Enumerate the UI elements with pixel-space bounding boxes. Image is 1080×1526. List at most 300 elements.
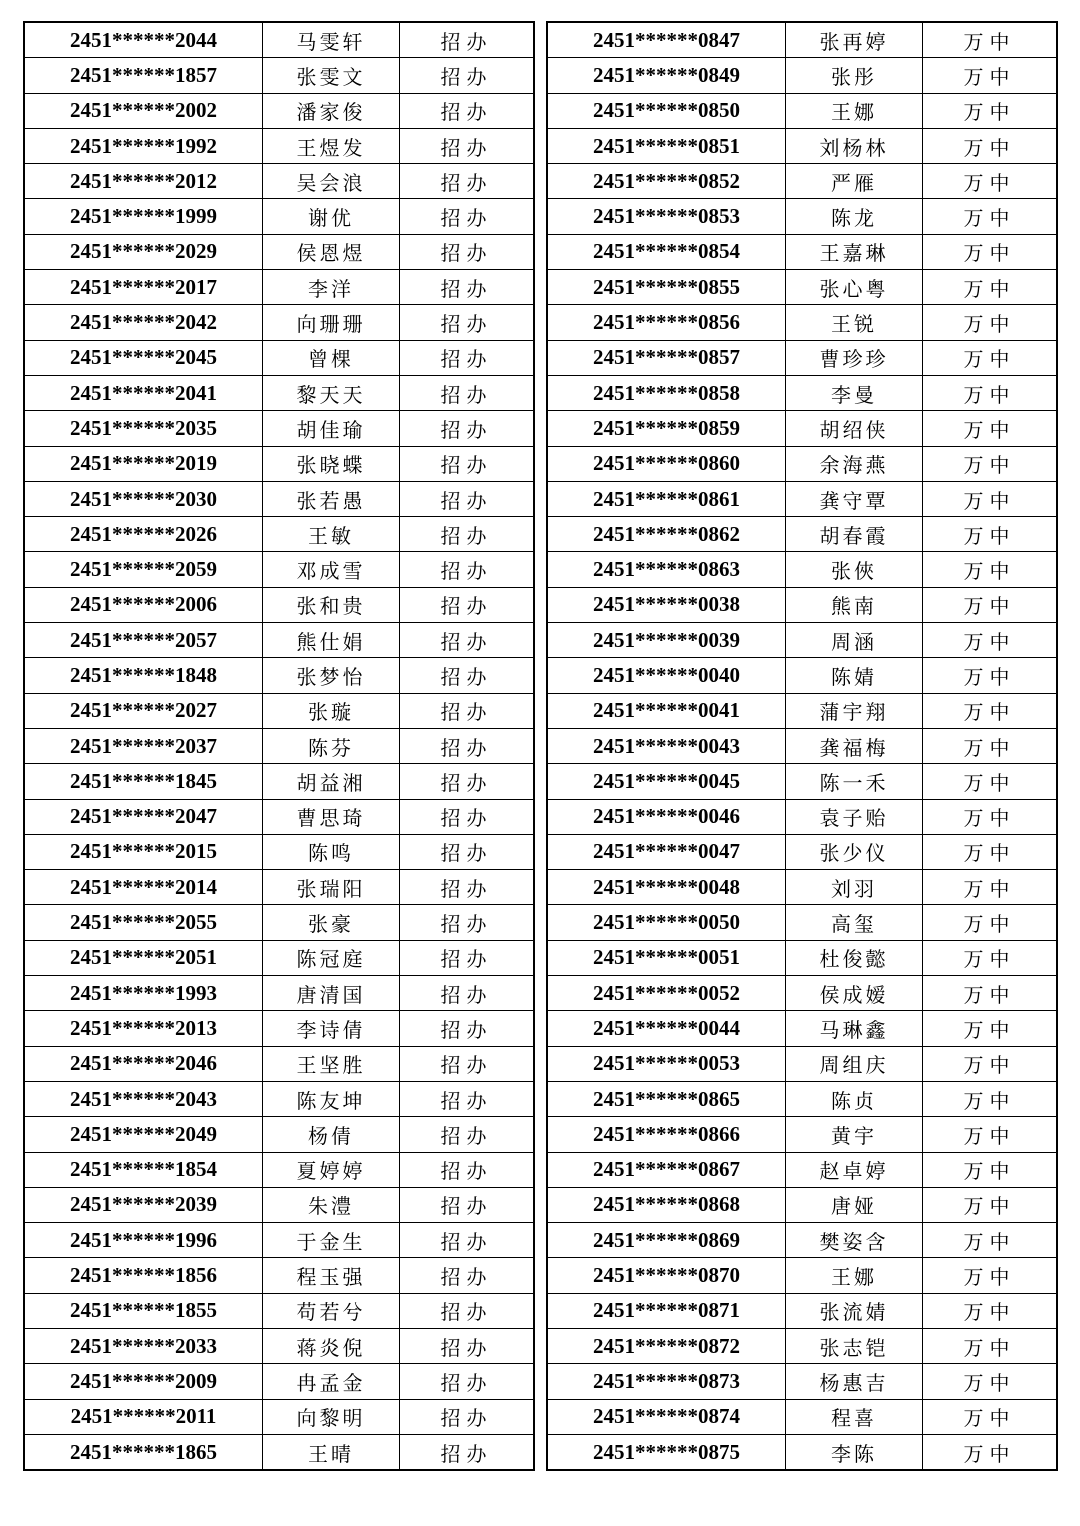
table-row <box>547 1364 1057 1399</box>
table-row <box>547 234 1057 269</box>
table-row <box>24 22 534 58</box>
name-cell: 陈鸣 <box>263 834 400 869</box>
unit-cell: 万中 <box>923 270 1058 305</box>
id-number-cell: 2451******0849 <box>547 58 786 93</box>
id-number-cell: 2451******2044 <box>24 22 263 58</box>
table-row <box>24 340 534 375</box>
unit-cell: 招办 <box>400 587 535 622</box>
id-number-cell: 2451******0855 <box>547 270 786 305</box>
name-cell: 唐娅 <box>786 1187 923 1222</box>
name-cell: 曾棵 <box>263 340 400 375</box>
table-row <box>24 799 534 834</box>
name-cell: 张梦怡 <box>263 658 400 693</box>
id-number-cell: 2451******2002 <box>24 93 263 128</box>
unit-cell: 万中 <box>923 199 1058 234</box>
unit-cell: 万中 <box>923 1011 1058 1046</box>
unit-cell: 招办 <box>400 940 535 975</box>
name-cell: 张心粤 <box>786 270 923 305</box>
table-row <box>547 728 1057 763</box>
name-cell: 马琳鑫 <box>786 1011 923 1046</box>
unit-cell: 万中 <box>923 764 1058 799</box>
unit-cell: 万中 <box>923 58 1058 93</box>
unit-cell: 万中 <box>923 976 1058 1011</box>
name-cell: 程玉强 <box>263 1258 400 1293</box>
table-row <box>547 764 1057 799</box>
id-number-cell: 2451******1856 <box>24 1258 263 1293</box>
table-row <box>547 411 1057 446</box>
unit-cell: 招办 <box>400 799 535 834</box>
id-number-cell: 2451******1999 <box>24 199 263 234</box>
id-number-cell: 2451******0851 <box>547 128 786 163</box>
name-cell: 向珊珊 <box>263 305 400 340</box>
unit-cell: 招办 <box>400 1152 535 1187</box>
unit-cell: 招办 <box>400 1293 535 1328</box>
table-row <box>547 1117 1057 1152</box>
table-row <box>24 1011 534 1046</box>
name-cell: 周组庆 <box>786 1046 923 1081</box>
id-number-cell: 2451******2012 <box>24 164 263 199</box>
table-row <box>24 517 534 552</box>
unit-cell: 万中 <box>923 340 1058 375</box>
id-number-cell: 2451******2051 <box>24 940 263 975</box>
unit-cell: 招办 <box>400 623 535 658</box>
unit-cell: 招办 <box>400 764 535 799</box>
table-row <box>24 305 534 340</box>
table-row <box>24 411 534 446</box>
table-row <box>24 870 534 905</box>
table-row <box>24 1328 534 1363</box>
unit-cell: 招办 <box>400 1081 535 1116</box>
unit-cell: 万中 <box>923 1258 1058 1293</box>
id-number-cell: 2451******0856 <box>547 305 786 340</box>
table-row <box>24 1187 534 1222</box>
unit-cell: 万中 <box>923 905 1058 940</box>
id-number-cell: 2451******0847 <box>547 22 786 58</box>
unit-cell: 万中 <box>923 728 1058 763</box>
id-number-cell: 2451******1857 <box>24 58 263 93</box>
id-number-cell: 2451******0038 <box>547 587 786 622</box>
id-number-cell: 2451******0858 <box>547 375 786 410</box>
id-number-cell: 2451******0859 <box>547 411 786 446</box>
name-cell: 邓成雪 <box>263 552 400 587</box>
table-row <box>24 658 534 693</box>
name-cell: 蒲宇翔 <box>786 693 923 728</box>
unit-cell: 万中 <box>923 940 1058 975</box>
unit-cell: 招办 <box>400 976 535 1011</box>
table-row <box>24 128 534 163</box>
table-row <box>547 446 1057 481</box>
name-cell: 王坚胜 <box>263 1046 400 1081</box>
roster-body-right <box>547 22 1057 1470</box>
name-cell: 王煜发 <box>263 128 400 163</box>
table-row <box>547 552 1057 587</box>
name-cell: 刘羽 <box>786 870 923 905</box>
name-cell: 陈婧 <box>786 658 923 693</box>
name-cell: 张彤 <box>786 58 923 93</box>
unit-cell: 招办 <box>400 1187 535 1222</box>
table-row <box>547 1152 1057 1187</box>
id-number-cell: 2451******0866 <box>547 1117 786 1152</box>
unit-cell: 万中 <box>923 1152 1058 1187</box>
id-number-cell: 2451******2006 <box>24 587 263 622</box>
table-row <box>547 305 1057 340</box>
id-number-cell: 2451******2017 <box>24 270 263 305</box>
unit-cell: 招办 <box>400 870 535 905</box>
table-row <box>24 623 534 658</box>
table-row <box>24 270 534 305</box>
id-number-cell: 2451******1855 <box>24 1293 263 1328</box>
name-cell: 王嘉琳 <box>786 234 923 269</box>
name-cell: 杨倩 <box>263 1117 400 1152</box>
table-row <box>547 834 1057 869</box>
name-cell: 陈龙 <box>786 199 923 234</box>
unit-cell: 招办 <box>400 234 535 269</box>
unit-cell: 招办 <box>400 22 535 58</box>
name-cell: 朱澧 <box>263 1187 400 1222</box>
name-cell: 黎天天 <box>263 375 400 410</box>
id-number-cell: 2451******0865 <box>547 1081 786 1116</box>
table-row <box>24 375 534 410</box>
name-cell: 苟若兮 <box>263 1293 400 1328</box>
unit-cell: 万中 <box>923 1223 1058 1258</box>
unit-cell: 万中 <box>923 305 1058 340</box>
unit-cell: 万中 <box>923 623 1058 658</box>
id-number-cell: 2451******1845 <box>24 764 263 799</box>
id-number-cell: 2451******2046 <box>24 1046 263 1081</box>
table-row <box>547 1011 1057 1046</box>
id-number-cell: 2451******1993 <box>24 976 263 1011</box>
name-cell: 张璇 <box>263 693 400 728</box>
name-cell: 熊仕娟 <box>263 623 400 658</box>
table-row <box>547 905 1057 940</box>
name-cell: 陈贞 <box>786 1081 923 1116</box>
id-number-cell: 2451******0047 <box>547 834 786 869</box>
name-cell: 严雁 <box>786 164 923 199</box>
name-cell: 陈一禾 <box>786 764 923 799</box>
id-number-cell: 2451******2027 <box>24 693 263 728</box>
id-number-cell: 2451******2014 <box>24 870 263 905</box>
unit-cell: 招办 <box>400 93 535 128</box>
name-cell: 王晴 <box>263 1434 400 1470</box>
name-cell: 熊南 <box>786 587 923 622</box>
unit-cell: 招办 <box>400 1364 535 1399</box>
name-cell: 余海燕 <box>786 446 923 481</box>
id-number-cell: 2451******2015 <box>24 834 263 869</box>
id-number-cell: 2451******1992 <box>24 128 263 163</box>
table-row <box>547 93 1057 128</box>
id-number-cell: 2451******2026 <box>24 517 263 552</box>
name-cell: 张少仪 <box>786 834 923 869</box>
unit-cell: 万中 <box>923 517 1058 552</box>
unit-cell: 招办 <box>400 481 535 516</box>
unit-cell: 招办 <box>400 517 535 552</box>
id-number-cell: 2451******2011 <box>24 1399 263 1434</box>
unit-cell: 万中 <box>923 93 1058 128</box>
unit-cell: 招办 <box>400 375 535 410</box>
table-row <box>547 870 1057 905</box>
table-row <box>547 623 1057 658</box>
id-number-cell: 2451******0875 <box>547 1434 786 1470</box>
unit-cell: 招办 <box>400 411 535 446</box>
id-number-cell: 2451******2030 <box>24 481 263 516</box>
table-row <box>547 658 1057 693</box>
table-row <box>547 1081 1057 1116</box>
table-row <box>547 340 1057 375</box>
id-number-cell: 2451******0050 <box>547 905 786 940</box>
id-number-cell: 2451******0867 <box>547 1152 786 1187</box>
name-cell: 张和贵 <box>263 587 400 622</box>
table-row <box>24 164 534 199</box>
id-number-cell: 2451******0863 <box>547 552 786 587</box>
id-number-cell: 2451******2037 <box>24 728 263 763</box>
name-cell: 胡绍侠 <box>786 411 923 446</box>
id-number-cell: 2451******1996 <box>24 1223 263 1258</box>
id-number-cell: 2451******2039 <box>24 1187 263 1222</box>
id-number-cell: 2451******0872 <box>547 1328 786 1363</box>
id-number-cell: 2451******0039 <box>547 623 786 658</box>
unit-cell: 万中 <box>923 693 1058 728</box>
id-number-cell: 2451******2055 <box>24 905 263 940</box>
name-cell: 冉孟金 <box>263 1364 400 1399</box>
unit-cell: 招办 <box>400 1046 535 1081</box>
name-cell: 陈冠庭 <box>263 940 400 975</box>
id-number-cell: 2451******2049 <box>24 1117 263 1152</box>
name-cell: 赵卓婷 <box>786 1152 923 1187</box>
name-cell: 程喜 <box>786 1399 923 1434</box>
roster-table-left <box>23 21 535 1471</box>
id-number-cell: 2451******0053 <box>547 1046 786 1081</box>
unit-cell: 招办 <box>400 340 535 375</box>
id-number-cell: 2451******2019 <box>24 446 263 481</box>
id-number-cell: 2451******0850 <box>547 93 786 128</box>
id-number-cell: 2451******0862 <box>547 517 786 552</box>
unit-cell: 万中 <box>923 658 1058 693</box>
id-number-cell: 2451******0852 <box>547 164 786 199</box>
name-cell: 胡益湘 <box>263 764 400 799</box>
id-number-cell: 2451******2057 <box>24 623 263 658</box>
name-cell: 李陈 <box>786 1434 923 1470</box>
table-row <box>24 1364 534 1399</box>
name-cell: 李曼 <box>786 375 923 410</box>
id-number-cell: 2451******2009 <box>24 1364 263 1399</box>
table-row <box>547 517 1057 552</box>
table-row <box>24 693 534 728</box>
unit-cell: 招办 <box>400 552 535 587</box>
unit-cell: 招办 <box>400 199 535 234</box>
table-row <box>547 199 1057 234</box>
name-cell: 袁子贻 <box>786 799 923 834</box>
name-cell: 龚福梅 <box>786 728 923 763</box>
id-number-cell: 2451******2013 <box>24 1011 263 1046</box>
table-row <box>547 1187 1057 1222</box>
name-cell: 于金生 <box>263 1223 400 1258</box>
unit-cell: 招办 <box>400 164 535 199</box>
id-number-cell: 2451******2041 <box>24 375 263 410</box>
name-cell: 高玺 <box>786 905 923 940</box>
name-cell: 马雯轩 <box>263 22 400 58</box>
id-number-cell: 2451******2043 <box>24 1081 263 1116</box>
roster-body-left <box>24 22 534 1470</box>
unit-cell: 万中 <box>923 834 1058 869</box>
unit-cell: 招办 <box>400 1011 535 1046</box>
unit-cell: 招办 <box>400 1434 535 1470</box>
name-cell: 张晓蝶 <box>263 446 400 481</box>
table-row <box>24 1223 534 1258</box>
name-cell: 唐清国 <box>263 976 400 1011</box>
id-number-cell: 2451******2033 <box>24 1328 263 1363</box>
unit-cell: 招办 <box>400 1223 535 1258</box>
id-number-cell: 2451******0041 <box>547 693 786 728</box>
name-cell: 杜俊懿 <box>786 940 923 975</box>
table-row <box>24 1293 534 1328</box>
unit-cell: 万中 <box>923 1364 1058 1399</box>
table-row <box>547 976 1057 1011</box>
name-cell: 胡春霞 <box>786 517 923 552</box>
id-number-cell: 2451******0046 <box>547 799 786 834</box>
name-cell: 王锐 <box>786 305 923 340</box>
unit-cell: 招办 <box>400 128 535 163</box>
id-number-cell: 2451******0857 <box>547 340 786 375</box>
table-row <box>547 22 1057 58</box>
id-number-cell: 2451******0051 <box>547 940 786 975</box>
id-number-cell: 2451******0873 <box>547 1364 786 1399</box>
id-number-cell: 2451******0043 <box>547 728 786 763</box>
id-number-cell: 2451******0869 <box>547 1223 786 1258</box>
id-number-cell: 2451******0853 <box>547 199 786 234</box>
table-row <box>24 587 534 622</box>
id-number-cell: 2451******0868 <box>547 1187 786 1222</box>
name-cell: 刘杨林 <box>786 128 923 163</box>
name-cell: 黄宇 <box>786 1117 923 1152</box>
id-number-cell: 2451******1865 <box>24 1434 263 1470</box>
id-number-cell: 2451******0861 <box>547 481 786 516</box>
unit-cell: 招办 <box>400 270 535 305</box>
name-cell: 张瑞阳 <box>263 870 400 905</box>
table-row <box>547 58 1057 93</box>
table-row <box>547 128 1057 163</box>
table-row <box>24 940 534 975</box>
name-cell: 侯恩煜 <box>263 234 400 269</box>
unit-cell: 万中 <box>923 411 1058 446</box>
name-cell: 谢优 <box>263 199 400 234</box>
table-row <box>24 1399 534 1434</box>
name-cell: 胡佳瑜 <box>263 411 400 446</box>
unit-cell: 万中 <box>923 234 1058 269</box>
unit-cell: 万中 <box>923 799 1058 834</box>
id-number-cell: 2451******1854 <box>24 1152 263 1187</box>
id-number-cell: 2451******0045 <box>547 764 786 799</box>
table-row <box>24 1152 534 1187</box>
table-row <box>24 1046 534 1081</box>
table-row <box>547 481 1057 516</box>
unit-cell: 招办 <box>400 58 535 93</box>
table-row <box>547 1223 1057 1258</box>
name-cell: 陈芬 <box>263 728 400 763</box>
table-row <box>24 93 534 128</box>
unit-cell: 招办 <box>400 834 535 869</box>
id-number-cell: 2451******0871 <box>547 1293 786 1328</box>
name-cell: 曹珍珍 <box>786 340 923 375</box>
unit-cell: 招办 <box>400 658 535 693</box>
id-number-cell: 2451******2059 <box>24 552 263 587</box>
name-cell: 向黎明 <box>263 1399 400 1434</box>
unit-cell: 招办 <box>400 905 535 940</box>
unit-cell: 万中 <box>923 22 1058 58</box>
name-cell: 张豪 <box>263 905 400 940</box>
id-number-cell: 2451******0052 <box>547 976 786 1011</box>
name-cell: 王娜 <box>786 1258 923 1293</box>
id-number-cell: 2451******0870 <box>547 1258 786 1293</box>
unit-cell: 万中 <box>923 1293 1058 1328</box>
id-number-cell: 2451******2029 <box>24 234 263 269</box>
unit-cell: 招办 <box>400 1328 535 1363</box>
table-row <box>547 1434 1057 1470</box>
unit-cell: 万中 <box>923 1081 1058 1116</box>
name-cell: 陈友坤 <box>263 1081 400 1116</box>
unit-cell: 招办 <box>400 446 535 481</box>
name-cell: 曹思琦 <box>263 799 400 834</box>
table-row <box>24 1117 534 1152</box>
unit-cell: 万中 <box>923 446 1058 481</box>
table-row <box>547 270 1057 305</box>
name-cell: 张再婷 <box>786 22 923 58</box>
unit-cell: 万中 <box>923 587 1058 622</box>
table-row <box>547 799 1057 834</box>
name-cell: 张雯文 <box>263 58 400 93</box>
table-row <box>24 1258 534 1293</box>
unit-cell: 万中 <box>923 1187 1058 1222</box>
unit-cell: 招办 <box>400 1117 535 1152</box>
unit-cell: 万中 <box>923 552 1058 587</box>
table-row <box>547 164 1057 199</box>
name-cell: 侯成嫒 <box>786 976 923 1011</box>
roster-table-right <box>546 21 1058 1471</box>
name-cell: 张俠 <box>786 552 923 587</box>
id-number-cell: 2451******0854 <box>547 234 786 269</box>
name-cell: 张志铠 <box>786 1328 923 1363</box>
unit-cell: 招办 <box>400 693 535 728</box>
name-cell: 蒋炎倪 <box>263 1328 400 1363</box>
unit-cell: 万中 <box>923 1434 1058 1470</box>
id-number-cell: 2451******0044 <box>547 1011 786 1046</box>
unit-cell: 招办 <box>400 728 535 763</box>
table-row <box>24 976 534 1011</box>
name-cell: 王敏 <box>263 517 400 552</box>
table-row <box>24 1434 534 1470</box>
unit-cell: 招办 <box>400 305 535 340</box>
table-row <box>547 587 1057 622</box>
table-row <box>547 1046 1057 1081</box>
unit-cell: 招办 <box>400 1399 535 1434</box>
unit-cell: 万中 <box>923 375 1058 410</box>
id-number-cell: 2451******2047 <box>24 799 263 834</box>
table-row <box>24 834 534 869</box>
table-row <box>24 1081 534 1116</box>
table-row <box>24 446 534 481</box>
name-cell: 龚守覃 <box>786 481 923 516</box>
table-row <box>547 693 1057 728</box>
name-cell: 夏婷婷 <box>263 1152 400 1187</box>
table-row <box>24 552 534 587</box>
table-row <box>547 940 1057 975</box>
name-cell: 吴会浪 <box>263 164 400 199</box>
unit-cell: 万中 <box>923 1117 1058 1152</box>
unit-cell: 万中 <box>923 1046 1058 1081</box>
id-number-cell: 2451******1848 <box>24 658 263 693</box>
unit-cell: 招办 <box>400 1258 535 1293</box>
name-cell: 王娜 <box>786 93 923 128</box>
table-row <box>547 375 1057 410</box>
